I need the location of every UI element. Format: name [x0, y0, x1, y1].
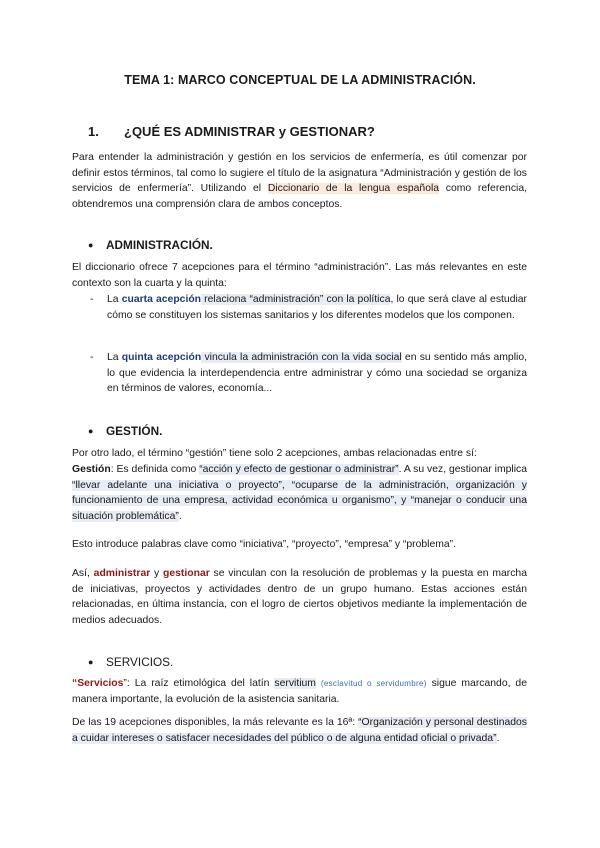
keyword-cuarta: cuarta acepción	[121, 294, 202, 305]
bullet-icon: ●	[88, 426, 94, 436]
link-text: y	[150, 568, 163, 579]
servicios-paragraph	[72, 676, 527, 707]
admin-heading	[88, 238, 213, 252]
admin-intro: El diccionario ofrece 7 acepciones para el término “administración”. Las más relevantes en este contexto son la cuarta y la quinta:	[72, 262, 527, 289]
def-end: .	[178, 510, 182, 522]
gestion-heading	[88, 424, 162, 438]
servicios-heading-text: SERVICIOS	[106, 655, 171, 669]
servicios-heading	[88, 655, 173, 669]
link-text-rest: se vinculan con la resolución de problemas y la puesta en marcha de iniciativas, proyectos y actividades dentro de un grupo humano. Estas acciones están relacionadas, en última instancia, con el logro de ciertos objetivos mediante la implementación de medios adecuados.	[72, 568, 527, 626]
keywords-paragraph: Esto introduce palabras clave como “iniciativa”, “proyecto”, “empresa” y “problema”.	[72, 539, 457, 550]
servitium-gloss: (esclavitud o servidumbre)	[320, 679, 427, 688]
def-text: . A su vez, gestionar implica	[398, 464, 527, 475]
bullet-icon: ●	[88, 657, 94, 667]
keyword-quinta: quinta acepción	[121, 352, 202, 363]
intro-paragraph	[72, 150, 527, 212]
link-paragraph	[72, 566, 527, 628]
highlight-acepcion: “Organización y personal destinados a cuidar intereses o satisfacer necesidades del público o de alguna entidad oficial o privada”	[72, 717, 528, 744]
servicios-label-close: ”	[123, 678, 127, 689]
highlight-politica: relaciona “administración” con la política	[201, 294, 391, 305]
gestion-label: Gestión	[72, 464, 111, 475]
item-rest: en su sentido más amplio, lo que evidencia la interdependencia entre administrar y cómo una sociedad se organiza en términos de valores, economía...	[107, 352, 527, 394]
link-text: Así,	[72, 568, 94, 579]
dictionary-reference: Diccionario de la lengua española	[267, 183, 440, 194]
servicios-label: “Servicios	[72, 678, 124, 689]
item-prefix: La	[107, 352, 122, 363]
def-text: : Es definida como	[110, 464, 200, 475]
highlight-implica: “llevar adelante una iniciativa o proyecto”, “ocuparse de la administración, organización y funcionamiento de una empresa, actividad económica u organismo”, y “manejar o conducir una situación problemática”	[72, 479, 527, 522]
dash-icon: -	[90, 294, 94, 305]
bullet-icon: ●	[88, 240, 94, 250]
item-rest: , lo que será clave al estudiar cómo se constituyen los sistemas sanitarios y los diferentes modelos que los componen.	[107, 294, 528, 321]
highlight-definition: “acción y efecto de gestionar o administrar”	[199, 464, 399, 475]
servicios-heading-dot: .	[170, 655, 174, 669]
admin-heading-text: ADMINISTRACIÓN.	[106, 238, 213, 252]
servitium-term: servitium	[274, 678, 316, 689]
gestion-definition	[72, 462, 527, 524]
acepcion-end: .	[496, 732, 500, 744]
intro-text-end: como referencia, obtendremos una comprensión clara de ambos conceptos.	[72, 183, 528, 210]
acepcion-paragraph	[72, 715, 527, 746]
section-number: 1.	[88, 124, 99, 139]
gestion-heading-text: GESTIÓN.	[106, 424, 163, 438]
servicios-text-rest: sigue marcando, de manera importante, la evolución de la asistencia sanitaria.	[72, 678, 527, 705]
keyword-gestionar: gestionar	[163, 568, 210, 579]
page-title: TEMA 1: MARCO CONCEPTUAL DE LA ADMINISTRACIÓN.	[124, 73, 476, 87]
acepcion-text: De las 19 acepciones disponibles, la más relevante es la 16ª:	[72, 717, 359, 728]
intro-text: Para entender la administración y gestión en los servicios de enfermería, es útil comenzar por definir estos términos, tal como lo sugiere el título de la asignatura “Administración y gestión de los servicios de enfermería”. Utilizando el	[72, 152, 527, 194]
section-heading	[88, 124, 375, 139]
admin-item-fifth	[90, 350, 527, 397]
section-heading-text: ¿QUÉ ES ADMINISTRAR y GESTIONAR?	[124, 124, 375, 139]
highlight-vida-social: vincula la administración con la vida social	[201, 352, 402, 363]
servicios-text: : La raíz etimológica del latín	[126, 678, 275, 689]
admin-item-fourth	[90, 292, 527, 323]
gestion-intro: Por otro lado, el término “gestión” tiene solo 2 acepciones, ambas relacionadas entre sí:	[72, 448, 477, 459]
keyword-administrar: administrar	[93, 568, 151, 579]
item-prefix: La	[107, 294, 122, 305]
dash-icon: -	[90, 352, 94, 363]
